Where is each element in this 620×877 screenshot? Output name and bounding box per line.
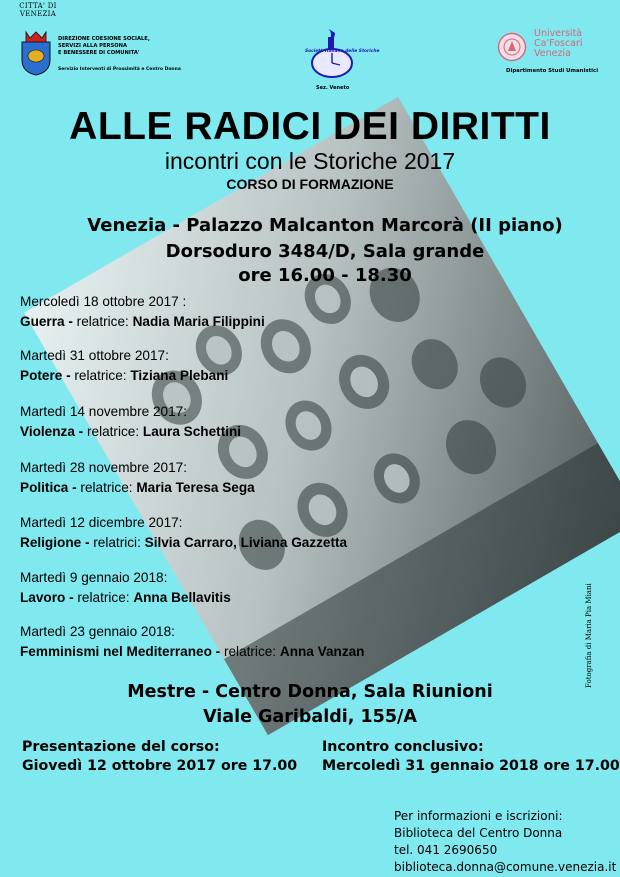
venue-line-3: ore 16.00 - 18.30	[238, 265, 412, 286]
session-role: relatrice:	[76, 480, 137, 495]
session-role: relatrice:	[83, 424, 143, 439]
session-details	[20, 422, 241, 442]
session-speaker: Silvia Carraro, Liviana Gazzetta	[144, 535, 348, 550]
university-name-line: Università	[534, 28, 583, 39]
session-date: Mercoledì 18 ottobre 2017 :	[20, 294, 187, 309]
session-topic: Religione -	[20, 535, 90, 550]
session-date: Martedì 28 novembre 2017:	[20, 460, 188, 475]
session-topic: Femminismi nel Mediterraneo -	[20, 644, 221, 659]
venue-line-1: Venezia - Palazzo Malcanton Marcorà (II piano)	[87, 215, 563, 236]
society-name: Società Italiana delle Storiche	[305, 49, 380, 54]
university-department: Dipartimento Studi Umanistici	[506, 68, 599, 74]
session-item	[20, 568, 231, 608]
session-details	[20, 588, 231, 608]
session-date: Martedì 9 gennaio 2018:	[20, 570, 168, 585]
session-speaker: Anna Bellavitis	[133, 590, 231, 605]
university-name	[534, 29, 614, 59]
closing-block	[322, 738, 620, 776]
info-email[interactable]: biblioteca.donna@comune.venezia.it	[394, 860, 617, 874]
venice-crest-icon	[18, 30, 54, 76]
session-item	[20, 292, 265, 332]
session-item	[20, 513, 347, 553]
session-details	[20, 533, 347, 553]
session-role: relatrice:	[220, 644, 280, 659]
city-name	[16, 2, 60, 18]
info-place: Biblioteca del Centro Donna	[394, 826, 563, 840]
session-date: Martedì 31 ottobre 2017:	[20, 348, 169, 363]
society-section: Sez. Veneto	[316, 85, 350, 91]
session-topic: Lavoro -	[20, 590, 74, 605]
session-role: relatrici:	[89, 535, 145, 550]
info-heading: Per informazioni e iscrizioni:	[394, 809, 563, 823]
city-department	[58, 36, 178, 57]
session-role: relatrice:	[72, 314, 133, 329]
photo-credit: Fotografia di Maria Pia Miani	[585, 583, 593, 688]
session-topic: Potere -	[20, 368, 71, 383]
session-topic: Politica -	[20, 480, 77, 495]
city-dept-line: E BENESSERE DI COMUNITA'	[58, 50, 140, 56]
session-item	[20, 622, 364, 662]
session-topic: Violenza -	[20, 424, 84, 439]
mestre-line-2: Viale Garibaldi, 155/A	[203, 707, 417, 727]
closing-date: Mercoledì 31 gennaio 2018 ore 17.00	[322, 758, 620, 774]
info-phone[interactable]: tel. 041 2690650	[394, 843, 498, 857]
session-date: Martedì 12 dicembre 2017:	[20, 515, 183, 530]
city-name-text: CITTA' DI VENEZIA	[19, 2, 57, 18]
subtitle: incontri con le Storiche 2017	[164, 148, 456, 174]
mestre-line-1: Mestre - Centro Donna, Sala Riunioni	[127, 682, 493, 702]
info-block	[394, 808, 616, 876]
session-speaker: Anna Vanzan	[279, 644, 365, 659]
city-dept-line: DIREZIONE COESIONE SOCIALE,	[58, 36, 150, 42]
session-speaker: Tiziana Plebani	[130, 368, 229, 383]
course-label: CORSO DI FORMAZIONE	[226, 176, 394, 192]
city-dept-line: SERVIZI ALLA PERSONA	[58, 43, 128, 49]
session-date: Martedì 23 gennaio 2018:	[20, 624, 175, 639]
university-seal-icon	[497, 32, 527, 62]
session-item	[20, 346, 228, 386]
closing-label: Incontro conclusivo:	[322, 739, 484, 755]
session-item	[20, 458, 255, 498]
presentation-date: Giovedì 12 ottobre 2017 ore 17.00	[22, 758, 298, 774]
session-details	[20, 366, 228, 386]
session-speaker: Laura Schettini	[142, 424, 242, 439]
main-title: ALLE RADICI DEI DIRITTI	[69, 105, 551, 148]
university-name-line: Venezia	[534, 48, 571, 59]
session-speaker: Maria Teresa Sega	[136, 480, 255, 495]
presentation-block	[22, 738, 297, 776]
session-details	[20, 642, 364, 662]
session-role: relatrice:	[73, 590, 134, 605]
session-date: Martedì 14 novembre 2017:	[20, 404, 188, 419]
session-details	[20, 312, 265, 332]
city-service: Servizio Interventi di Prossimità e Centro Donna	[58, 67, 181, 72]
session-role: relatrice:	[70, 368, 131, 383]
university-name-line: Ca'Foscari	[534, 38, 583, 49]
session-item	[20, 402, 241, 442]
session-details	[20, 478, 255, 498]
session-speaker: Nadia Maria Filippini	[132, 314, 265, 329]
presentation-label: Presentazione del corso:	[22, 739, 220, 755]
session-topic: Guerra -	[20, 314, 73, 329]
venue-line-2: Dorsoduro 3484/D, Sala grande	[165, 241, 485, 262]
